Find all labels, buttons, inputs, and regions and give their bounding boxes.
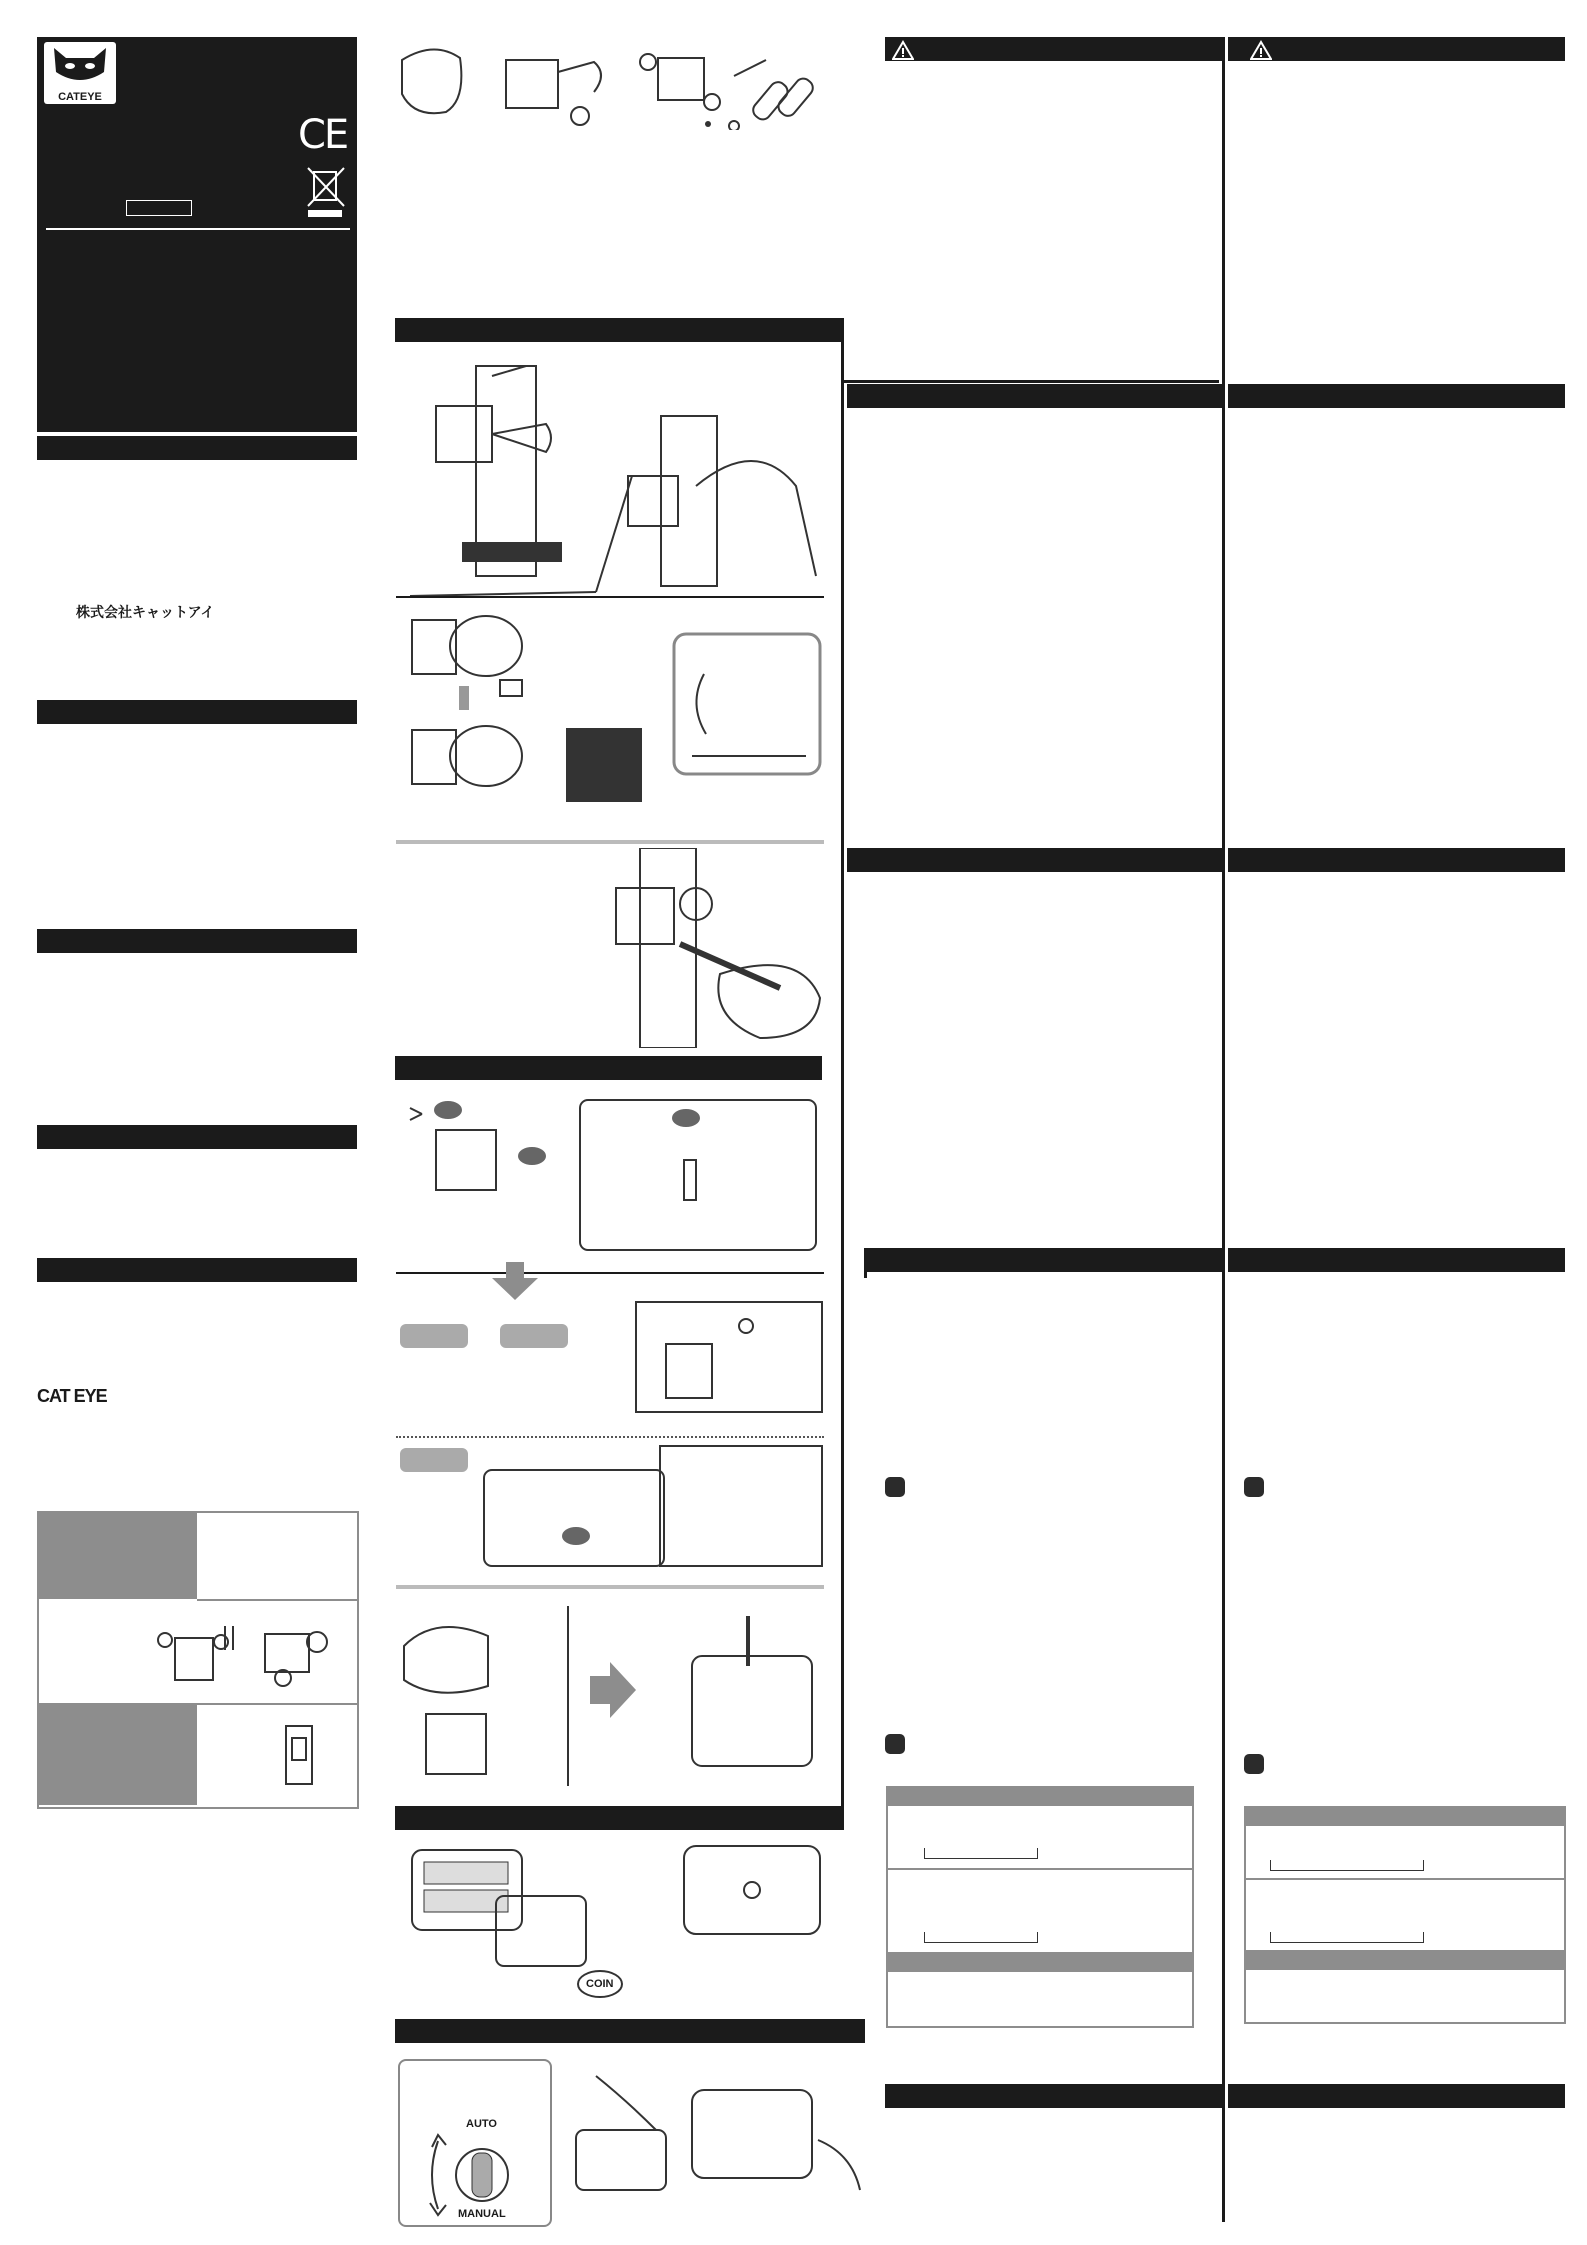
mode-table xyxy=(886,1786,1194,2028)
frame-top-right xyxy=(841,380,1219,383)
mode-switch-panel xyxy=(398,2059,552,2227)
section-bar xyxy=(1228,1248,1565,1272)
bracket-parts-illustration xyxy=(155,1620,345,1690)
warning-bar xyxy=(885,37,1222,61)
coin-label: COIN xyxy=(586,1978,614,1990)
mode-table-header xyxy=(886,1952,1192,1972)
section-bar xyxy=(395,1056,822,1080)
ce-mark: CE xyxy=(298,112,348,158)
cover-label-box xyxy=(126,200,192,216)
cycle-arrow xyxy=(924,1848,1038,1859)
rack-alt-mount-illustration xyxy=(396,1440,826,1570)
divider xyxy=(396,1272,824,1274)
rotary-switch-icon xyxy=(426,2121,526,2221)
brand-footer: CAT EYE xyxy=(37,1386,107,1406)
cycle-arrow xyxy=(1270,1932,1424,1943)
section-bar xyxy=(847,384,1222,408)
section-bar xyxy=(395,2019,865,2043)
section-bar xyxy=(885,2084,1222,2108)
step-marker-icon xyxy=(1244,1754,1264,1774)
mode-table xyxy=(1244,1806,1566,2024)
section-bar xyxy=(1228,384,1565,408)
step-marker-icon xyxy=(1244,1477,1264,1497)
dotted-divider xyxy=(396,1436,824,1438)
contents-illustrations xyxy=(394,40,834,130)
auto-label: AUTO xyxy=(466,2118,497,2130)
parts-row-line xyxy=(197,1599,357,1601)
parts-row-line xyxy=(37,1703,357,1705)
manual-label: MANUAL xyxy=(458,2208,506,2220)
step-marker-icon xyxy=(885,1477,905,1497)
parts-grey-cell xyxy=(37,1703,197,1805)
light-attach-illustration xyxy=(396,1606,826,1796)
switch-operation-illustration xyxy=(556,2060,866,2220)
section-bar xyxy=(864,1248,1222,1272)
section-bar xyxy=(37,436,357,460)
warning-triangle-icon xyxy=(1250,40,1272,60)
mode-row-line xyxy=(1244,1878,1564,1880)
frame-right xyxy=(841,318,844,1808)
logo-text: CATEYE xyxy=(58,91,102,103)
handlebar-mount-illustration xyxy=(396,346,836,596)
weee-bin-icon xyxy=(304,162,348,218)
section-bar xyxy=(847,848,1222,872)
step-marker-icon xyxy=(885,1734,905,1754)
jp-company-name: 株式会社キャットアイ xyxy=(76,604,215,620)
mode-row-line xyxy=(886,1868,1192,1870)
warning-triangle-icon xyxy=(892,40,914,60)
divider xyxy=(396,596,824,598)
battery-install-illustration xyxy=(396,1836,836,2016)
section-bar xyxy=(37,1258,357,1282)
clip-illustration xyxy=(276,1720,326,1790)
mode-table-header xyxy=(1244,1950,1564,1970)
column-divider xyxy=(1222,37,1225,2222)
mode-table-header xyxy=(1244,1806,1564,1826)
strap-adjust-illustration xyxy=(396,600,836,810)
cateye-logo xyxy=(44,42,116,104)
section-bar xyxy=(395,318,842,342)
section-bar xyxy=(37,700,357,724)
mode-table-header xyxy=(886,1786,1192,1806)
section-bar xyxy=(395,1806,844,1830)
cover-install-illustration xyxy=(560,848,830,1048)
rack-bracket-illustration xyxy=(396,1090,826,1260)
warning-bar xyxy=(1228,37,1565,61)
cat-head-icon xyxy=(44,42,116,88)
rack-mount-illustration xyxy=(396,1296,826,1432)
cycle-arrow xyxy=(1270,1860,1424,1871)
section-bar xyxy=(37,1125,357,1149)
section-bar xyxy=(37,929,357,953)
divider xyxy=(396,1585,824,1589)
divider xyxy=(396,840,824,844)
parts-grey-cell xyxy=(37,1511,197,1599)
section-bar xyxy=(1228,848,1565,872)
section-bar xyxy=(1228,2084,1565,2108)
cycle-arrow xyxy=(924,1932,1038,1943)
cover-divider xyxy=(46,228,350,230)
